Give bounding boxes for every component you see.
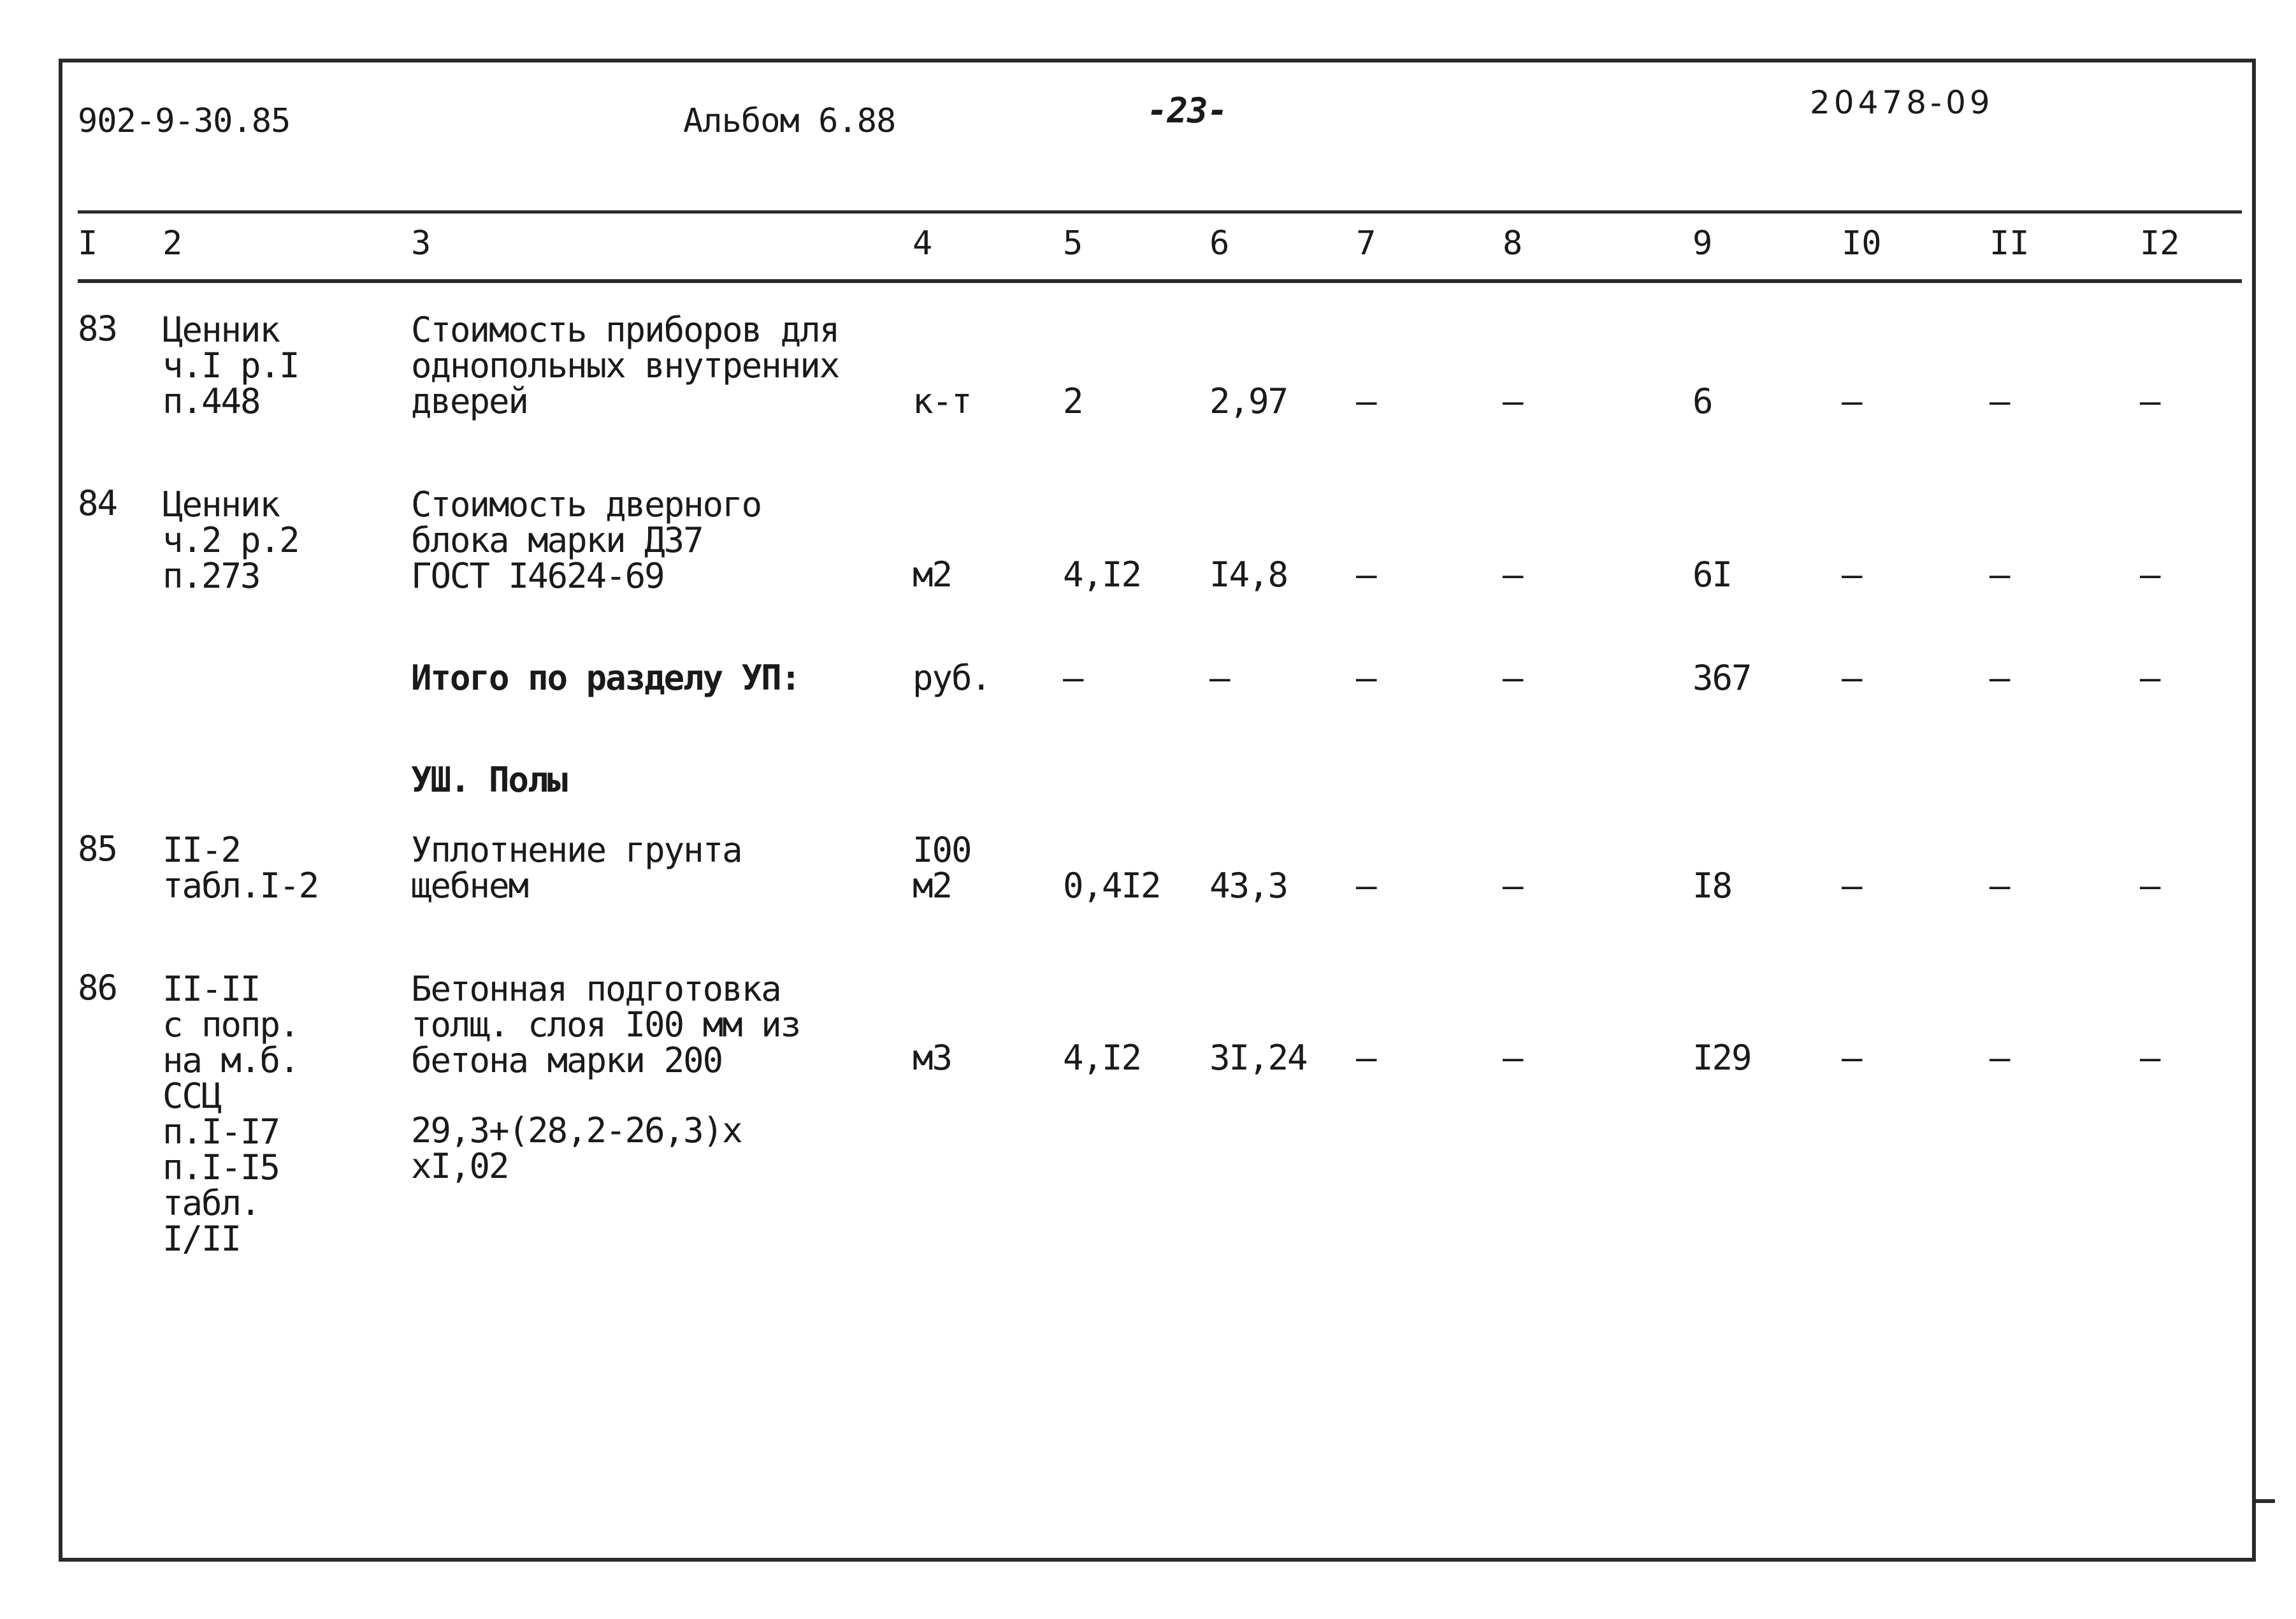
work-description: Бетонная подготовка толщ. слоя I00 мм из бетона марки 200 <box>411 969 800 1080</box>
row-number: 84 <box>78 483 117 523</box>
row-number: 85 <box>78 829 117 869</box>
unit: к-т <box>913 381 971 421</box>
column-10-value: – <box>1842 555 1863 595</box>
quantity: 2 <box>1063 381 1083 421</box>
table-header-bottom-rule <box>78 279 2242 283</box>
pricing-reference: II-II с попр. на м.б. ССЦ п.I-I7 п.I-I5 табл. I/II <box>162 969 299 1259</box>
column-number-3: 3 <box>411 224 431 263</box>
column-8-value: – <box>1503 866 1524 906</box>
unit-price: 2,97 <box>1209 381 1288 421</box>
column-7-value: – <box>1356 658 1377 698</box>
column-number-4: 4 <box>913 224 933 263</box>
total-cost: 367 <box>1693 658 1751 698</box>
unit: м3 <box>913 1038 952 1078</box>
pricing-reference: Ценник ч.2 р.2 п.273 <box>162 484 299 596</box>
pricing-reference: Ценник ч.I р.I п.448 <box>162 310 299 421</box>
column-number-6: 6 <box>1209 224 1230 263</box>
column-7-value: – <box>1356 866 1377 906</box>
quantity: 0,4I2 <box>1063 866 1160 906</box>
column-12-value: – <box>2140 866 2161 906</box>
total-cost: 6I <box>1693 555 1732 595</box>
unit: руб. <box>913 658 991 698</box>
column-7-value: – <box>1356 555 1377 595</box>
row-number: 86 <box>78 968 117 1008</box>
column-11-value: – <box>1989 658 2011 698</box>
column-7-value: – <box>1356 381 1377 421</box>
total-cost: I8 <box>1693 866 1732 906</box>
column-11-value: – <box>1989 381 2011 421</box>
column-number-7: 7 <box>1356 224 1376 263</box>
unit: м2 <box>913 555 952 595</box>
column-number-9: 9 <box>1693 224 1713 263</box>
quantity: 4,I2 <box>1063 555 1141 595</box>
column-number-1: I <box>78 224 98 263</box>
unit-price: 3I,24 <box>1209 1038 1307 1078</box>
column-number-5: 5 <box>1063 224 1083 263</box>
unit-price: – <box>1209 658 1231 698</box>
column-8-value: – <box>1503 555 1524 595</box>
work-description: Уплотнение грунта щебнем <box>411 830 742 906</box>
work-description: Стоимость приборов для однопольных внутренних дверей <box>411 310 839 421</box>
work-description: Стоимость дверного блока марки Д37 ГОСТ I4624-69 <box>411 484 762 596</box>
column-11-value: – <box>1989 555 2011 595</box>
quantity: – <box>1063 658 1084 698</box>
unit: I00 м2 <box>913 830 971 906</box>
column-number-2: 2 <box>162 224 183 263</box>
column-11-value: – <box>1989 866 2011 906</box>
page-number: -23- <box>1147 91 1228 131</box>
column-number-11: II <box>1989 224 2030 263</box>
column-number-12: I2 <box>2140 224 2180 263</box>
pricing-reference: II-2 табл.I-2 <box>162 830 319 906</box>
section-total-label: Итого по разделу УП: <box>411 658 800 698</box>
section-heading: УШ. Полы <box>411 760 567 800</box>
document-number: 20478-09 <box>1810 84 1994 121</box>
row-number: 83 <box>78 309 117 349</box>
unit-price: I4,8 <box>1209 555 1288 595</box>
column-12-value: – <box>2140 555 2161 595</box>
column-10-value: – <box>1842 866 1863 906</box>
project-code: 902-9-30.85 <box>78 102 291 140</box>
column-12-value: – <box>2140 1038 2161 1078</box>
total-cost: I29 <box>1693 1038 1751 1078</box>
column-12-value: – <box>2140 381 2161 421</box>
quantity: 4,I2 <box>1063 1038 1141 1078</box>
column-10-value: – <box>1842 658 1863 698</box>
album-label: Альбом 6.88 <box>683 102 896 140</box>
document-frame <box>59 59 2256 1562</box>
column-12-value: – <box>2140 658 2161 698</box>
column-8-value: – <box>1503 381 1524 421</box>
column-number-10: I0 <box>1842 224 1882 263</box>
column-7-value: – <box>1356 1038 1377 1078</box>
column-10-value: – <box>1842 381 1863 421</box>
frame-edge-mark <box>2256 1499 2275 1503</box>
total-cost: 6 <box>1693 381 1712 421</box>
column-8-value: – <box>1503 1038 1524 1078</box>
column-11-value: – <box>1989 1038 2011 1078</box>
column-number-8: 8 <box>1503 224 1523 263</box>
column-10-value: – <box>1842 1038 1863 1078</box>
unit-price: 43,3 <box>1209 866 1288 906</box>
column-8-value: – <box>1503 658 1524 698</box>
table-header-top-rule <box>78 210 2242 214</box>
price-formula: 29,3+(28,2-26,3)х хI,02 <box>411 1110 742 1186</box>
